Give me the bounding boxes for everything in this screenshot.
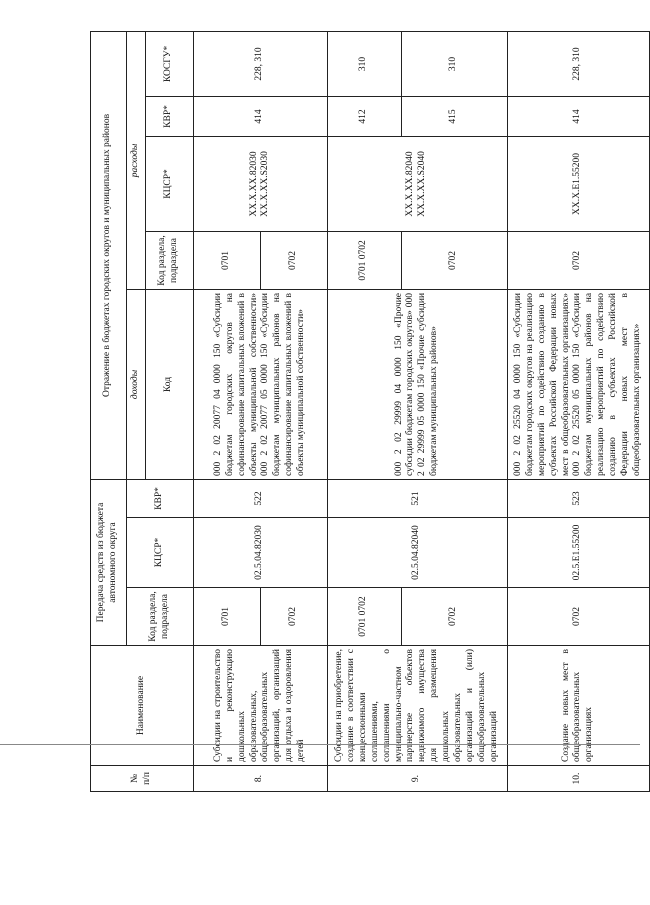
exp-section-code: 0701 [193,231,260,289]
section-code-header: Код раздела, подраздела [126,588,193,646]
transfer-group-header: Передача средств из бюджета автономного округа [91,479,127,645]
income-code-header: Код [145,289,193,479]
exp-kcsr-code: XX.X.XX.82030 XX.X.XX.S2030 [193,136,327,231]
row-num: 10. [507,766,649,792]
exp-section-header: Код раздела, подраздела [145,231,193,289]
exp-kvr-header: КВР* [145,96,193,136]
kosgu-code: 228, 310 [507,31,649,96]
section-code: 0701 [193,588,260,646]
exp-section-code: 0702 [507,231,649,289]
kvr-code: 522 [193,479,327,517]
section-code: 0702 [401,588,507,646]
income-code: 000 2 02 20077 04 0000 150 «Субсидии бюджетам городских округов на софинансирование капитальных вложений в объекты муниципальной собственности» 000 2 02 20077 05 0000 150 «Субсидии бюджетам муниципальных районов на софинансирование капитальных вложений в объекты муниципальной собственности» [193,289,327,479]
budget-codes-table [90,31,650,792]
row-num: 8. [193,766,327,792]
kcsr-code: 02.5.04.82030 [193,518,327,588]
exp-section-code: 0702 [401,231,507,289]
income-code: 000 2 02 25520 04 0000 150 «Субсидии бюджетам городских округов на реализацию мероприятий по содействию созданию в субъектах Российской Федерации новых мест в общеобразовательных организациях» 000 2 02 25520 05 0000 150 «Субсидии бюджетам муниципальных районов на реализацию мероприятий по содействию созданию в субъектах Российской Федерации новых мест в общеобразовательных организациях» [507,289,649,479]
kcsr-header: КЦСР* [126,518,193,588]
kcsr-code: 02.5.E1.55200 [507,518,649,588]
row-name: Создание новых мест в общеобразовательных организациях [507,646,649,766]
exp-section-code: 0702 [260,231,327,289]
kosgu-code: 228, 310 [193,31,327,96]
rotated-table-page [90,32,650,792]
exp-kcsr-code: XX.X.E1.55200 [507,136,649,231]
income-code: 000 2 02 29999 04 0000 150 «Прочие субсидии бюджетам городских округов» 000 2 02 29999 05 0000 150 «Прочие субсидии бюджетам муниципальных районов» [328,289,508,479]
section-code: 0701 0702 [328,588,402,646]
income-header: доходы [126,289,145,479]
kvr-code: 523 [507,479,649,517]
exp-kvr-code: 414 [507,96,649,136]
expense-header: расходы [126,31,145,289]
kvr-code: 521 [328,479,508,517]
exp-kcsr-code: XX.X.XX.82040 XX.X.XX.S2040 [328,136,508,231]
kosgu-code: 310 [328,31,402,96]
reflection-group-header: Отражение в бюджетах городских округов и муниципальных районов [91,31,127,479]
col-name-header: Наименование [91,646,194,766]
exp-kvr-code: 415 [401,96,507,136]
scan-divider-line [0,744,640,745]
exp-kvr-code: 414 [193,96,327,136]
row-name: Субсидии на строительство и реконструкцию дошкольных образовательных, общеобразовательных организаций, организаций для отдыха и оздоровления детей [193,646,327,766]
kosgu-code: 310 [401,31,507,96]
kosgu-header: КОСГУ* [145,31,193,96]
row-num: 9. [328,766,508,792]
exp-section-code: 0701 0702 [328,231,402,289]
section-code: 0702 [507,588,649,646]
exp-kvr-code: 412 [328,96,402,136]
kvr-header: КВР* [126,479,193,517]
kcsr-code: 02.5.04.82040 [328,518,508,588]
row-name: Субсидии на приобретение, создание в соответствии с концессионными соглашениями, соглашениями о муниципально-частном партнерстве объектов недвижимого имущества для размещения дошкольных образовательных организаций и (или) общеобразовательных организаций [328,646,508,766]
section-code: 0702 [260,588,327,646]
col-num-header: № п/п [91,766,194,792]
exp-kcsr-header: КЦСР* [145,136,193,231]
